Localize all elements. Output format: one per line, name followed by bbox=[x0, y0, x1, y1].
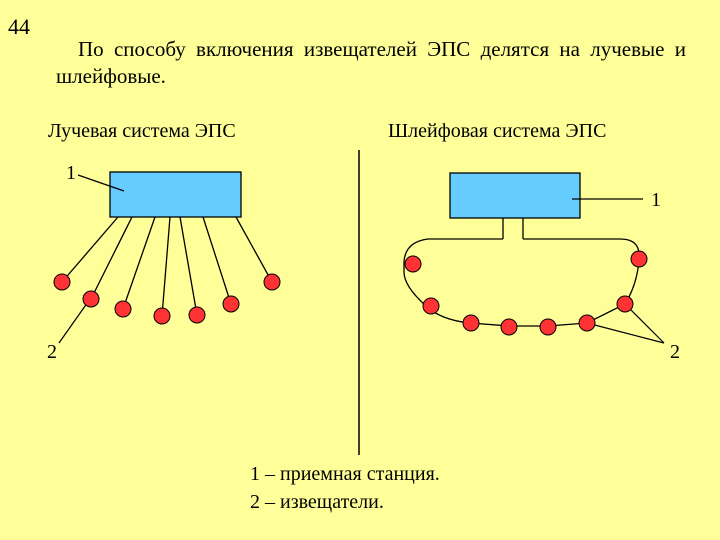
detector bbox=[83, 291, 99, 307]
detector bbox=[189, 307, 205, 323]
radial-detector-pointer bbox=[59, 299, 90, 343]
radial-wire bbox=[91, 217, 132, 299]
radial-station bbox=[110, 172, 241, 217]
radial-diagram bbox=[54, 172, 280, 343]
detector bbox=[540, 319, 556, 335]
radial-station-label: 1 bbox=[66, 162, 76, 184]
legend-line-detectors: 2 – извещатели. bbox=[250, 491, 384, 513]
loop-detectors bbox=[405, 251, 647, 335]
loop-station bbox=[450, 173, 580, 218]
loop-path bbox=[404, 239, 639, 326]
loop-wires bbox=[404, 218, 639, 326]
detector bbox=[264, 274, 280, 290]
loop-station-label: 1 bbox=[651, 189, 661, 211]
detector bbox=[631, 251, 647, 267]
detector bbox=[54, 274, 70, 290]
radial-wire bbox=[62, 217, 118, 282]
radial-detectors bbox=[54, 274, 280, 324]
legend bbox=[250, 460, 440, 516]
slide-number: 44 bbox=[8, 14, 30, 39]
detector bbox=[617, 296, 633, 312]
detector bbox=[405, 256, 421, 272]
loop-detectors-label: 2 bbox=[670, 341, 680, 363]
loop-detector-pointer bbox=[587, 323, 664, 343]
radial-wire bbox=[180, 217, 197, 315]
detector bbox=[423, 298, 439, 314]
radial-detectors-label: 2 bbox=[47, 341, 57, 363]
radial-wire bbox=[162, 217, 170, 316]
loop-diagram bbox=[404, 173, 664, 343]
loop-heading: Шлейфовая система ЭПС bbox=[388, 120, 607, 142]
intro-text: По способу включения извещателей ЭПС делятся на лучевые и шлейфовые. bbox=[56, 37, 686, 88]
detector bbox=[154, 308, 170, 324]
detector bbox=[463, 315, 479, 331]
radial-wire bbox=[236, 217, 272, 282]
legend-line-station: 1 – приемная станция. bbox=[250, 463, 440, 485]
radial-wire bbox=[123, 217, 155, 309]
radial-heading: Лучевая система ЭПС bbox=[48, 120, 236, 142]
radial-wire bbox=[203, 217, 231, 304]
detector bbox=[579, 315, 595, 331]
detector bbox=[115, 301, 131, 317]
detector bbox=[501, 319, 517, 335]
detector bbox=[223, 296, 239, 312]
